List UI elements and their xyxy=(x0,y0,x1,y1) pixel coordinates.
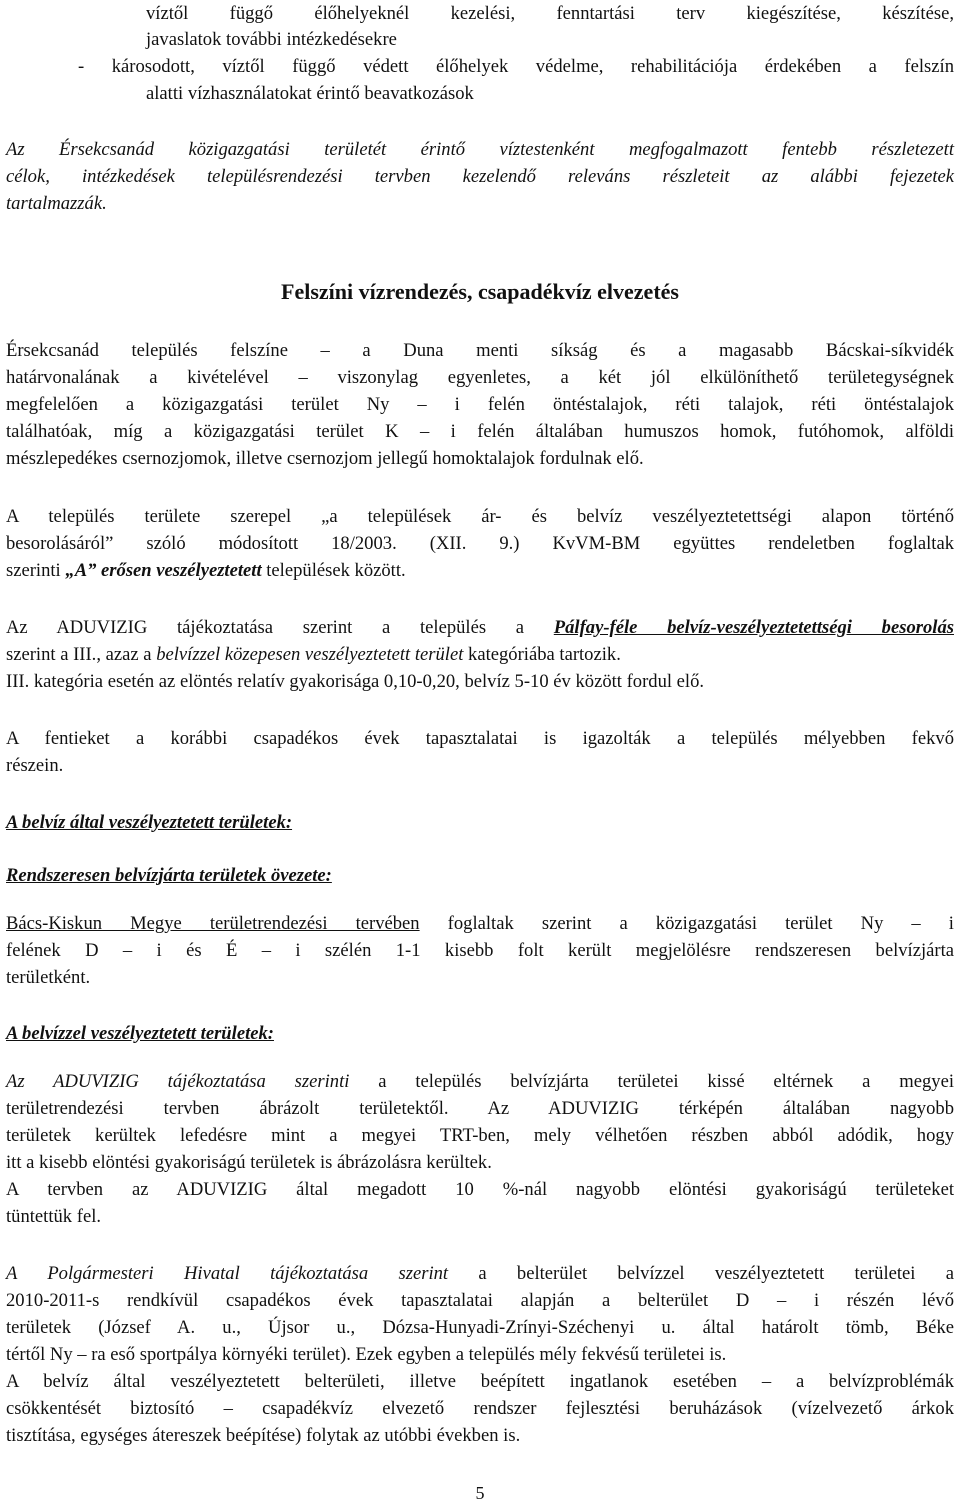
emphasis-text: „A” erősen veszélyeztetett xyxy=(65,560,262,581)
paragraph-line xyxy=(6,1070,954,1094)
emphasis-text: Pálfay-féle belvíz-veszélyeztetettségi besorolás xyxy=(553,617,954,638)
paragraph-line: területek kerültek lefedésre mint a megyei TRT-ben, mely vélhetően részben abból adódik, hogy xyxy=(6,1125,954,1146)
paragraph-line: találhatóak, míg a közigazgatási terület K – i felén általában humuszos homok, futóhomok, alföldi xyxy=(6,421,954,442)
text-run: Az ADUVIZIG tájékoztatása szerint a település a xyxy=(6,617,554,638)
list-line: víztől függő élőhelyeknél kezelési, fenntartási terv kiegészítése, készítése, xyxy=(146,3,954,24)
paragraph-line: tüntettük fel. xyxy=(6,1206,102,1227)
paragraph-line xyxy=(6,643,954,667)
paragraph-line: A település területe szerepel „a települések ár- és belvíz veszélyeztetettségi alapon történő xyxy=(6,506,954,527)
paragraph-line: itt a kisebb elöntési gyakoriságú területek is ábrázolásra kerültek. xyxy=(6,1152,492,1173)
paragraph-line: 2010-2011-s rendkívül csapadékos évek tapasztalatai alapján a belterület D – i részén lévő xyxy=(6,1290,954,1311)
text-run: a belterület belvízzel veszélyeztetett területei a xyxy=(448,1263,954,1284)
paragraph-line: területként. xyxy=(6,967,91,988)
paragraph-line: megfelelően a közigazgatási terület Ny – i felén öntéstalajok, réti talajok, réti öntéstalajok xyxy=(6,394,954,415)
paragraph-line xyxy=(6,559,954,583)
paragraph-line: mészlepedékes csernozjomok, illetve csernozjom jellegű homoktalajok fordulnak elő. xyxy=(6,448,644,469)
intro-line: célok, intézkedések településrendezési tervben kezelendő releváns részleteit az alábbi fejezetek xyxy=(6,166,954,187)
intro-line: tartalmazzák. xyxy=(6,193,107,214)
text-run: szerint a III., azaz a xyxy=(6,644,157,665)
emphasis-text: belvízzel közepesen veszélyeztetett terület xyxy=(156,644,464,665)
subheading: A belvízzel veszélyeztetett területek: xyxy=(6,1023,274,1044)
underlined-text: Bács-Kiskun Megye területrendezési tervében xyxy=(6,913,420,934)
text-run: települések között. xyxy=(261,560,406,581)
paragraph-line: Érsekcsanád település felszíne – a Duna menti síkság és a magasabb Bácskai-síkvidék xyxy=(6,340,954,361)
paragraph-line xyxy=(6,1262,954,1286)
paragraph-line: részein. xyxy=(6,755,64,776)
paragraph-line: felének D – i és É – i szélén 1-1 kisebb folt került megjelölésre rendszeresen belvízjárta xyxy=(6,940,954,961)
text-run: foglaltak szerint a közigazgatási terület Ny – i xyxy=(419,913,954,934)
emphasis-text: Az ADUVIZIG tájékoztatása szerinti xyxy=(6,1071,350,1092)
paragraph-line: A belvíz által veszélyeztetett belterületi, illetve beépített ingatlanok esetében – a belvízproblémák xyxy=(6,1371,954,1392)
paragraph-line xyxy=(6,616,954,640)
subheading: Rendszeresen belvízjárta területek övezete: xyxy=(6,865,332,886)
paragraph-line: A fentieket a korábbi csapadékos évek tapasztalatai is igazolták a település mélyebben fekvő xyxy=(6,728,954,749)
page-number: 5 xyxy=(475,1483,485,1503)
list-line: javaslatok további intézkedésekre xyxy=(146,29,397,50)
text-run: kategóriába tartozik. xyxy=(463,644,621,665)
paragraph-line: határvonalának a kivételével – viszonylag egyenletes, a két jól elkülöníthető területegységnek xyxy=(6,367,954,388)
paragraph-line: csökkentését biztosító – csapadékvíz elvezető rendszer fejlesztési beruházások (vízelvezető árkok xyxy=(6,1398,954,1419)
paragraph-line: területrendezési tervben ábrázolt területektől. Az ADUVIZIG térképén általában nagyobb xyxy=(6,1098,954,1119)
paragraph-line xyxy=(6,912,954,936)
paragraph-line: A tervben az ADUVIZIG által megadott 10 %-nál nagyobb elöntési gyakoriságú területeket xyxy=(6,1179,954,1200)
paragraph-line: besorolásáról” szóló módosított 18/2003. (XII. 9.) KvVM-BM együttes rendeletben foglaltak xyxy=(6,533,954,554)
subheading: A belvíz által veszélyeztetett területek: xyxy=(6,812,293,833)
intro-line: Az Érsekcsanád közigazgatási területét érintő víztestenként megfogalmazott fentebb részletezett xyxy=(6,139,954,160)
text-run: szerinti xyxy=(6,560,66,581)
paragraph-line: III. kategória esetén az elöntés relatív gyakorisága 0,10-0,20, belvíz 5-10 év között fordul elő. xyxy=(6,671,705,692)
paragraph-line: tisztítása, egységes átereszek beépítése) folytak az utóbbi években is. xyxy=(6,1425,521,1446)
list-line: alatti vízhasználatokat érintő beavatkozások xyxy=(146,83,474,104)
paragraph-line: területek (József A. u., Újsor u., Dózsa-Hunyadi-Zrínyi-Széchenyi u. által határolt tömb, Béke xyxy=(6,1317,954,1338)
emphasis-text: A Polgármesteri Hivatal tájékoztatása szerint xyxy=(6,1263,449,1284)
paragraph-line: tértől Ny – ra eső sportpálya környéki terület). Ezek egyben a település mély fekvésű területei is. xyxy=(6,1344,727,1365)
list-line: - károsodott, víztől függő védett élőhelyek védelme, rehabilitációja érdekében a felszín xyxy=(78,56,954,77)
text-run: a település belvízjárta területei kissé eltérnek a megyei xyxy=(349,1071,954,1092)
section-heading: Felszíni vízrendezés, csapadékvíz elvezetés xyxy=(281,279,679,304)
